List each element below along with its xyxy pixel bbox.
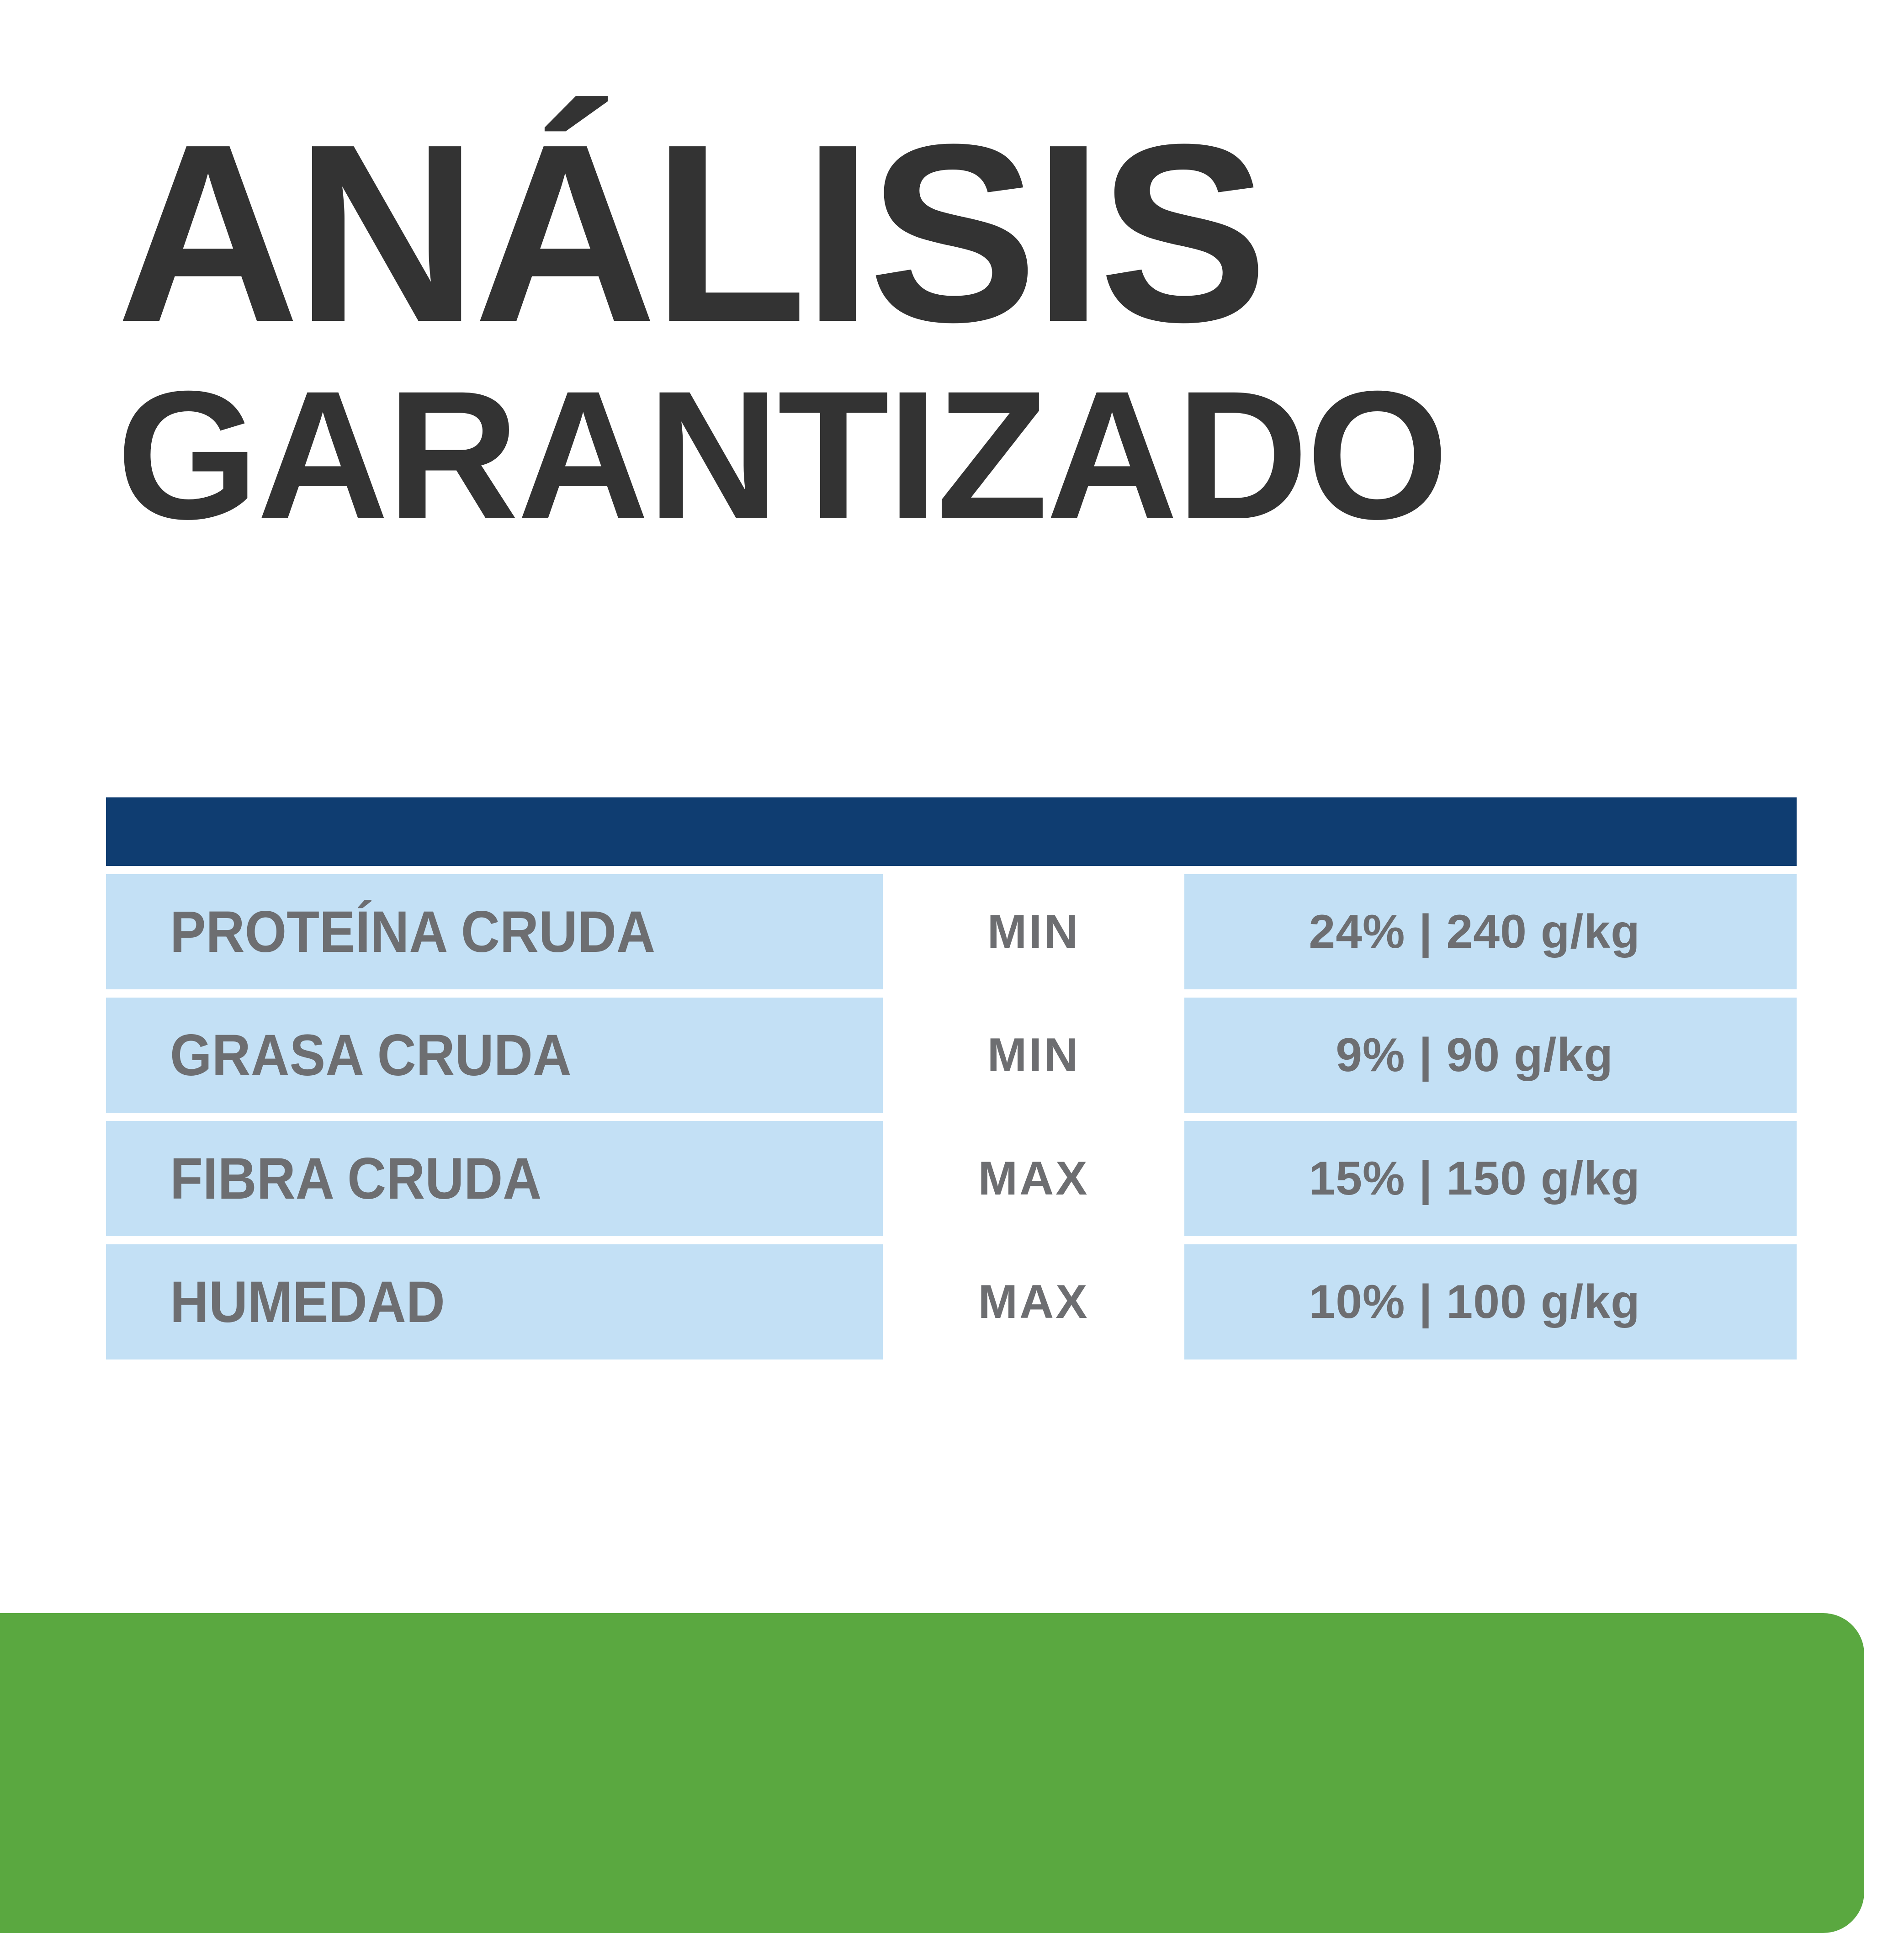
- title-line-secondary: GARANTIZADO: [117, 352, 1447, 557]
- footer-green-band: [0, 1613, 1864, 1933]
- nutrient-value-label: 9% | 90 g/kg: [1336, 1028, 1613, 1082]
- nutrient-value-label: 24% | 240 g/kg: [1309, 905, 1640, 958]
- nutrient-name-label: GRASA CRUDA: [170, 1022, 572, 1088]
- nutrient-value-label: 15% | 150 g/kg: [1309, 1152, 1640, 1205]
- nutrient-value-cell: [1184, 1244, 1797, 1359]
- nutrient-limit-cell: [883, 874, 1184, 989]
- nutrient-name-cell: [106, 1244, 883, 1359]
- nutrient-name-label: HUMEDAD: [170, 1269, 445, 1335]
- nutrient-name-label: FIBRA CRUDA: [170, 1146, 542, 1211]
- nutrient-limit-cell: [883, 1244, 1184, 1359]
- nutrient-limit-cell: [883, 1121, 1184, 1236]
- table-header-bar: [106, 797, 1797, 866]
- nutrient-limit-cell: [883, 998, 1184, 1113]
- nutrient-name-label: PROTEÍNA CRUDA: [170, 899, 656, 965]
- nutrient-name-cell: [106, 998, 883, 1113]
- nutrient-value-label: 10% | 100 g/kg: [1309, 1275, 1640, 1328]
- nutrient-limit-label: MIN: [987, 905, 1080, 958]
- table-row: [106, 998, 1797, 1113]
- nutrient-limit-label: MAX: [978, 1275, 1089, 1328]
- guaranteed-analysis-table: [106, 797, 1797, 1359]
- table-row: [106, 1121, 1797, 1236]
- table-row: [106, 874, 1797, 989]
- title-line-primary: ANÁLISIS: [117, 91, 1264, 375]
- table-row: [106, 1244, 1797, 1359]
- nutrient-value-cell: [1184, 874, 1797, 989]
- nutrient-value-cell: [1184, 1121, 1797, 1236]
- nutrient-limit-label: MAX: [978, 1152, 1089, 1205]
- page-title: [117, 91, 1830, 557]
- nutrient-name-cell: [106, 874, 883, 989]
- nutrient-name-cell: [106, 1121, 883, 1236]
- nutrient-value-cell: [1184, 998, 1797, 1113]
- nutrient-limit-label: MIN: [987, 1028, 1080, 1082]
